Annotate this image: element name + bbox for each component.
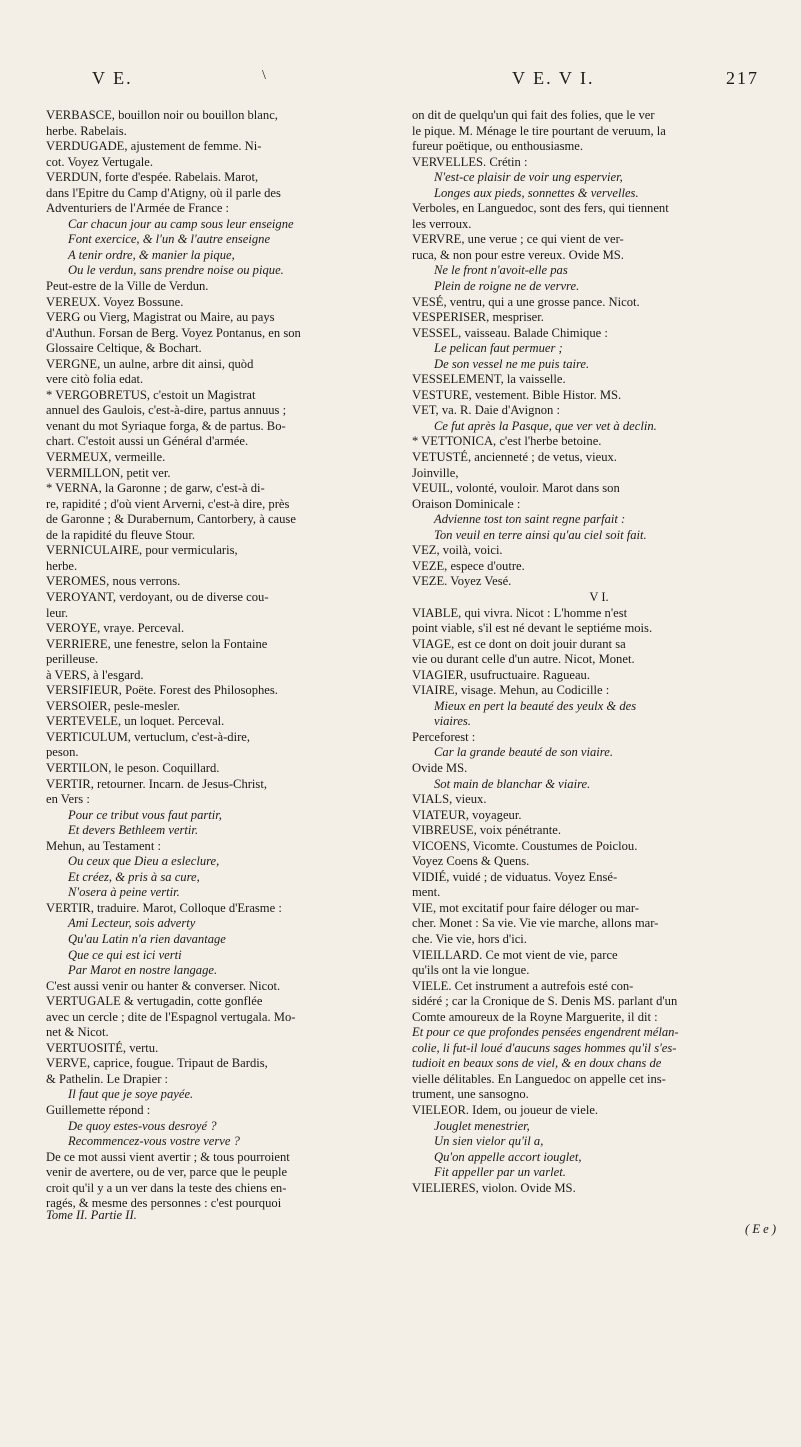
text-line: colie, li fut-il loué d'aucuns sages hommes qu'il s'es- [412, 1040, 677, 1055]
left-column [46, 108, 412, 1212]
text-line: VEREUX. Voyez Bossune. [46, 294, 184, 309]
text-line: d'Authun. Forsan de Berg. Voyez Pontanus, en son [46, 325, 301, 340]
text-line: VEROYE, vraye. Perceval. [46, 621, 185, 636]
volume-footer: Tome II. Partie II. [46, 1208, 137, 1222]
text-line: Peut-estre de la Ville de Verdun. [46, 279, 209, 294]
text-line: VIE, mot excitatif pour faire déloger ou mar- [412, 900, 640, 915]
page-number: 217 [726, 68, 759, 88]
text-line: Et créez, & pris à sa cure, [68, 869, 200, 884]
text-line: VERGNE, un aulne, arbre dit ainsi, quòd [46, 356, 254, 371]
text-line: Advienne tost ton saint regne parfait : [434, 512, 626, 527]
text-line: VERDUGADE, ajustement de femme. Ni- [46, 139, 262, 154]
text-line: net & Nicot. [46, 1025, 109, 1040]
text-line: Recommencez-vous vostre verve ? [68, 1134, 240, 1149]
text-line: Ovide MS. [412, 760, 468, 775]
text-line: peson. [46, 745, 79, 760]
text-line: cher. Monet : Sa vie. Vie vie marche, allons mar- [412, 916, 659, 931]
text-line: on dit de quelqu'un qui fait des folies, que le ver [412, 108, 655, 122]
text-line: à VERS, à l'esgard. [46, 667, 144, 682]
text-line: VERVE, caprice, fougue. Tripaut de Bardis, [46, 1056, 268, 1071]
text-line: VERSIFIEUR, Poëte. Forest des Philosophes. [46, 683, 278, 698]
text-line: ment. [412, 885, 441, 900]
text-line: Pour ce tribut vous faut partir, [68, 807, 222, 822]
text-line: VEZE. Voyez Vesé. [412, 574, 512, 589]
text-line: de la rapidité du fleuve Stour. [46, 527, 195, 542]
text-line: VEROYANT, verdoyant, ou de diverse cou- [46, 589, 269, 604]
text-line: A tenir ordre, & manier la pique, [68, 247, 235, 262]
text-line: annuel des Gaulois, c'est-à-dire, partus annuus ; [46, 403, 287, 418]
text-line: * VERNA, la Garonne ; de garw, c'est-à di- [46, 481, 265, 496]
text-line: VIEILLARD. Ce mot vient de vie, parce [412, 947, 618, 962]
text-line: point viable, s'il est né devant le septiéme mois. [412, 621, 653, 636]
text-line: Oraison Dominicale : [412, 496, 521, 511]
text-line: Car chacun jour au camp sous leur enseigne [68, 216, 294, 231]
text-line: Il faut que je soye payée. [68, 1087, 194, 1102]
text-line: qu'ils ont la vie longue. [412, 963, 530, 978]
text-line: en Vers : [46, 792, 90, 807]
text-line: * VERGOBRETUS, c'estoit un Magistrat [46, 387, 256, 402]
text-line: VIAGIER, usufructuaire. Ragueau. [412, 667, 591, 682]
text-line: VIABLE, qui vivra. Nicot : L'homme n'est [412, 605, 628, 620]
text-line: Mehun, au Testament : [46, 838, 162, 853]
text-line: VERTUGALE & vertugadin, cotte gonflée [46, 994, 263, 1009]
text-line: VERG ou Vierg, Magistrat ou Maire, au pays [46, 310, 275, 325]
text-line: De son vessel ne me puis taire. [434, 356, 590, 371]
text-line: venant du mot Syriaque forga, & de partus. Bo- [46, 418, 286, 433]
text-line: Voyez Coens & Quens. [412, 854, 530, 869]
text-line: Comte amoureux de la Royne Marguerite, il dit : [412, 1009, 658, 1024]
text-line: VETUSTÉ, ancienneté ; de vetus, vieux. [412, 450, 617, 465]
text-line: VERDUN, forte d'espée. Rabelais. Marot, [46, 170, 259, 185]
text-line: le pique. M. Ménage le tire pourtant de veruum, la [412, 123, 666, 138]
text-line: VERNICULAIRE, pour vermicularis, [46, 543, 238, 558]
text-line: Ton veuil en terre ainsi qu'au ciel soit fait. [434, 527, 647, 542]
text-line: leur. [46, 605, 69, 620]
text-line: VIAIRE, visage. Mehun, au Codicille : [412, 683, 610, 698]
text-line: Le pelican faut permuer ; [434, 341, 563, 356]
text-line: N'osera à peine vertir. [68, 885, 180, 900]
text-line: VERBASCE, bouillon noir ou bouillon blanc, [46, 108, 278, 122]
text-line: VESÉ, ventru, qui a une grosse pance. Nicot. [412, 294, 640, 309]
text-line: VERMEUX, vermeille. [46, 450, 166, 465]
text-line: VIELIERES, violon. Ovide MS. [412, 1180, 576, 1195]
text-line: VERVRE, une verue ; ce qui vient de ver- [412, 232, 624, 247]
text-line: De quoy estes-vous desroyé ? [68, 1118, 217, 1133]
text-line: VIATEUR, voyageur. [412, 807, 522, 822]
text-line: Verboles, en Languedoc, sont des fers, qui tiennent [412, 201, 669, 216]
text-line: herbe. Rabelais. [46, 123, 127, 138]
text-line: N'est-ce plaisir de voir ung espervier, [434, 170, 623, 185]
text-line: VERTEVELE, un loquet. Perceval. [46, 714, 225, 729]
text-line: VESSELEMENT, la vaisselle. [412, 372, 566, 387]
text-line: Guillemette répond : [46, 1103, 151, 1117]
text-line: VERMILLON, petit ver. [46, 465, 171, 480]
text-line: ruca, & non pour estre vereux. Ovide MS. [412, 247, 624, 262]
text-line: Fit appeller par un varlet. [434, 1165, 566, 1180]
text-line: VESPERISER, mespriser. [412, 310, 544, 325]
text-line: Joinville, [412, 465, 459, 480]
text-line: vere citò folia edat. [46, 372, 144, 387]
text-line: Et devers Bethleem vertir. [68, 823, 199, 838]
text-line: VET, va. R. Daie d'Avignon : [412, 403, 561, 418]
text-line: VESSEL, vaisseau. Balade Chimique : [412, 325, 608, 340]
text-line: VEROMES, nous verrons. [46, 574, 181, 589]
text-line: Ne le front n'avoit-elle pas [434, 263, 568, 278]
text-line: VICOENS, Vicomte. Coustumes de Poiclou. [412, 838, 638, 853]
text-line: Ce fut après la Pasque, que ver vet à declin. [434, 418, 657, 433]
text-line: Par Marot en nostre langage. [68, 963, 218, 978]
text-line: cot. Voyez Vertugale. [46, 154, 154, 169]
text-line: VERRIERE, une fenestre, selon la Fontaine [46, 636, 268, 651]
text-line: VIAGE, est ce dont on doit jouir durant sa [412, 636, 626, 651]
text-line: vielle délitables. En Languedoc on appelle cet ins- [412, 1071, 666, 1086]
text-line: * VETTONICA, c'est l'herbe betoine. [412, 434, 602, 449]
text-line: VERTIR, traduire. Marot, Colloque d'Erasme : [46, 900, 282, 915]
text-line: Longes aux pieds, sonnettes & vervelles. [434, 185, 639, 200]
text-line: VEZ, voilà, voici. [412, 543, 503, 558]
text-line: perilleuse. [46, 652, 99, 667]
text-line: VIBREUSE, voix pénétrante. [412, 823, 561, 838]
text-line: VIELEOR. Idem, ou joueur de viele. [412, 1103, 599, 1117]
text-line: venir de avertere, ou de ver, parce que le peuple [46, 1165, 288, 1180]
text-line: VEUIL, volonté, vouloir. Marot dans son [412, 481, 620, 496]
text-line: & Pathelin. Le Drapier : [46, 1071, 169, 1086]
text-line: VERTILON, le peson. Coquillard. [46, 760, 220, 775]
text-line: sidéré ; car la Cronique de S. Denis MS. parlant d'un [412, 994, 678, 1009]
text-line: ragés, & mesme des personnes : c'est pourquoi [46, 1196, 282, 1211]
text-line: trument, une sansogno. [412, 1087, 529, 1102]
running-head-left: V E. [92, 68, 133, 88]
text-line: croit qu'il y a un ver dans la teste des chiens en- [46, 1180, 287, 1195]
text-line: VERSOIER, pesle-mesler. [46, 698, 180, 713]
text-line: VIDIÉ, vuidé ; de viduatus. Voyez Ensé- [412, 869, 618, 884]
text-line: VERVELLES. Crétin : [412, 154, 528, 169]
text-line: Font exercice, & l'un & l'autre enseigne [68, 232, 271, 247]
text-line: chart. C'estoit aussi un Général d'armée. [46, 434, 249, 449]
text-line: les verroux. [412, 216, 472, 231]
text-line: VERTICULUM, vertuclum, c'est-à-dire, [46, 729, 251, 744]
text-line: che. Vie vie, hors d'ici. [412, 931, 527, 946]
text-line: Car la grande beauté de son viaire. [434, 745, 613, 760]
text-line: Qu'on appelle accort iouglet, [434, 1149, 582, 1164]
running-head-right: V E. V I. [512, 68, 595, 88]
text-line: herbe. [46, 558, 78, 573]
text-line: Jouglet menestrier, [434, 1118, 530, 1133]
text-line: Adventuriers de l'Armée de France : [46, 201, 230, 216]
text-line: Mieux en pert la beauté des yeulx & des [434, 698, 637, 713]
text-line: dans l'Epitre du Camp d'Atigny, où il parle des [46, 185, 281, 200]
text-line: tudioit en beaux sons de viel, & en doux chans de [412, 1056, 662, 1071]
text-line: V I. [589, 589, 609, 604]
text-line: re, rapidité ; d'où vient Arverni, c'est-à dire, près [46, 496, 290, 511]
text-line: VIALS, vieux. [412, 792, 487, 807]
text-line: Sot main de blanchar & viaire. [434, 776, 591, 791]
text-line: Glossaire Celtique, & Bochart. [46, 341, 202, 356]
text-line: VIELE. Cet instrument a autrefois esté con- [412, 978, 634, 993]
text-line: Un sien vielor qu'il a, [434, 1134, 544, 1149]
text-line: Plein de roigne ne de vervre. [434, 279, 580, 294]
text-line: VERTUOSITÉ, vertu. [46, 1040, 159, 1055]
text-line: viaires. [434, 714, 471, 729]
text-line: Ou ceux que Dieu a esleclure, [68, 854, 220, 869]
text-line: vie ou durant celle d'un autre. Nicot, Monet. [412, 652, 635, 667]
text-line: Ou le verdun, sans prendre noise ou pique. [68, 263, 284, 278]
signature-mark: ( E e ) [745, 1222, 777, 1236]
text-line: C'est aussi venir ou hanter & converser. Nicot. [46, 978, 281, 993]
text-line: avec un cercle ; dite de l'Espagnol vertugala. Mo- [46, 1009, 296, 1024]
text-line: Perceforest : [412, 729, 476, 744]
text-line: Que ce qui est ici verti [68, 947, 182, 962]
text-line: De ce mot aussi vient avertir ; & tous pourroient [46, 1149, 290, 1164]
text-line: VESTURE, vestement. Bible Histor. MS. [412, 387, 622, 402]
right-column [412, 108, 786, 1196]
text-line: VERTIR, retourner. Incarn. de Jesus-Christ, [46, 776, 267, 791]
text-line: Et pour ce que profondes pensées engendrent mélan- [412, 1025, 679, 1040]
text-line: Qu'au Latin n'a rien davantage [68, 931, 226, 946]
text-line: de Garonne ; & Durabernum, Cantorbery, à cause [46, 512, 296, 527]
text-line: fureur poëtique, ou enthousiasme. [412, 139, 584, 154]
text-line: VEZE, espece d'outre. [412, 558, 525, 573]
running-head-mark: \ [262, 68, 268, 83]
text-line: Ami Lecteur, sois adverty [68, 916, 196, 931]
